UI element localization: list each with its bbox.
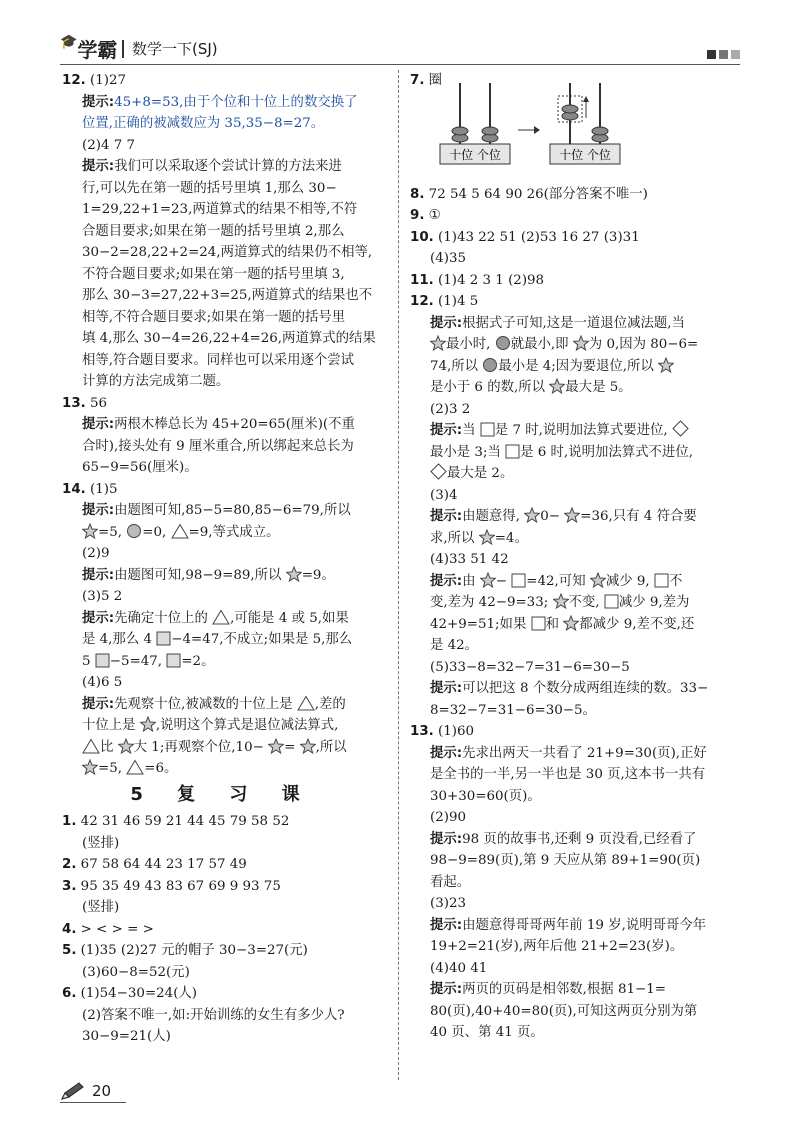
hint-text: 是 42。 xyxy=(430,638,479,653)
hint-text: =42,可知 xyxy=(526,573,586,589)
hint-text: 求,所以 xyxy=(430,530,475,546)
header-square-2 xyxy=(719,50,728,59)
answer-text: (1)27 xyxy=(90,73,127,88)
circle-icon xyxy=(126,523,142,539)
question-number: 3. xyxy=(62,878,77,894)
hint-text: 先观察十位,被减数的十位上是 xyxy=(114,696,293,712)
square-icon xyxy=(166,653,181,668)
answer-text: (2)9 xyxy=(82,546,110,561)
square-icon xyxy=(511,573,526,588)
hint-text: 大 1;再观察个位,10− xyxy=(133,739,264,755)
hint-label: 提示: xyxy=(82,159,115,174)
hint-text: 先求出两天一共看了 21+9=30(页),正好 xyxy=(462,745,707,761)
hint-text: 30+30=60(页)。 xyxy=(430,788,541,804)
answer-text: (1)60 xyxy=(438,724,475,739)
hint-label: 提示: xyxy=(82,610,115,626)
hint-text: 40 页、第 41 页。 xyxy=(430,1025,544,1040)
triangle-icon xyxy=(171,523,189,539)
star-icon xyxy=(82,759,98,775)
triangle-icon xyxy=(297,695,315,711)
answer-text: (1)54−30=24(人) xyxy=(80,986,198,1001)
question-number: 1. xyxy=(62,814,77,829)
answer-text: (竖排) xyxy=(82,835,120,851)
hint-text: 都减少 9,差不变,还 xyxy=(579,616,695,632)
question-number: 8. xyxy=(410,186,425,202)
hint-text: =2。 xyxy=(181,653,215,669)
hint-text: 19+2=21(岁),两年后他 21+2=23(岁)。 xyxy=(430,939,684,954)
answer-text: 42 31 46 59 21 44 45 79 58 52 xyxy=(80,814,290,829)
star-icon xyxy=(82,523,98,539)
hint-text: 最大是 2。 xyxy=(447,466,514,481)
hint-text: 是 7 时,说明加法算式要进位, xyxy=(494,423,668,438)
hint-text: 不 xyxy=(668,573,683,589)
hint-label: 提示: xyxy=(82,567,115,583)
hint-text: − xyxy=(495,573,508,589)
star-icon xyxy=(300,738,316,754)
hint-text: 是 6 时,说明加法算式不进位, xyxy=(520,444,693,460)
hint-text: =9。 xyxy=(301,567,335,583)
hint-label: 提示: xyxy=(430,982,463,997)
hint-text: 42+9=51;如果 xyxy=(430,616,527,632)
page-footer xyxy=(60,1082,130,1104)
hint-text: 看起。 xyxy=(430,874,471,890)
brand-logo-text: 学霸 xyxy=(77,38,118,62)
answer-text: (3)5 2 xyxy=(82,589,123,604)
answer-text: (1)35 (2)27 元的帽子 30−3=27(元) xyxy=(80,943,308,958)
hint-text: 两根木棒总长为 45+20=65(厘米)(不重 xyxy=(114,417,355,432)
hint-text: 和 xyxy=(545,616,559,632)
hint-text: 8=32−7=31−6=30−5。 xyxy=(430,702,596,718)
question-number: 6. xyxy=(62,986,77,1001)
question-number: 12. xyxy=(62,73,86,88)
hint-text: 比 xyxy=(100,739,114,755)
graduation-cap-icon: 🎓 xyxy=(60,34,78,50)
hint-text: 由题意得哥哥两年前 19 岁,说明哥哥今年 xyxy=(462,917,707,933)
answer-text: (4)35 xyxy=(430,251,467,266)
hint-text: 80(页),40+40=80(页),可知这两页分别为第 xyxy=(430,1003,698,1019)
hint-text: 两页的页码是相邻数,根据 81−1= xyxy=(462,982,666,997)
column-divider xyxy=(398,70,399,1080)
hint-text: =5, xyxy=(98,761,122,776)
pencil-icon xyxy=(60,1082,86,1102)
square-icon xyxy=(604,594,619,609)
hint-text: 根据式子可知,这是一道退位减法题,当 xyxy=(462,315,685,331)
hint-text: 最小是 3;当 xyxy=(430,444,501,460)
answer-text: (竖排) xyxy=(82,900,120,915)
question-number: 2. xyxy=(62,857,77,872)
hint-text: 由题图可知,85−5=80,85−6=79,所以 xyxy=(114,503,351,518)
hint-text: 最小是 4;因为要退位,所以 xyxy=(498,358,654,374)
hint-text: 是全书的一半,另一半也是 30 页,这本书一共有 xyxy=(430,767,706,782)
answer-text: (1)5 xyxy=(90,481,118,497)
answer-text: > < > = > xyxy=(80,921,154,937)
answer-text: (5)33−8=32−7=31−6=30−5 xyxy=(430,659,630,675)
hint-label: 提示: xyxy=(82,503,115,518)
answer-text: (1)4 5 xyxy=(438,294,479,309)
hint-text: 相等,不符合题目要求;如果在第一题的括号里 xyxy=(82,309,346,325)
hint-text: 计算的方法完成第二题。 xyxy=(82,374,230,389)
hint-text: 那么 30−3=27,22+3=25,两道算式的结果也不 xyxy=(82,288,373,303)
answer-text: (3)60−8=52(元) xyxy=(82,964,190,980)
hint-text: −5=47, xyxy=(109,653,163,669)
hint-text: 由 xyxy=(462,573,476,589)
answer-text: 30−9=21(人) xyxy=(82,1029,171,1044)
hint-text: 就最小,即 xyxy=(510,337,569,352)
section-title: 5 复 习 课 xyxy=(130,783,314,805)
hint-text: =4。 xyxy=(494,530,528,546)
hint-text: 1=29,22+1=23,两道算式的结果不相等,不符 xyxy=(82,202,358,217)
hint-text: ,可能是 4 或 5,如果 xyxy=(230,610,349,626)
star-icon xyxy=(430,335,446,351)
star-icon xyxy=(286,566,302,582)
question-number: 13. xyxy=(410,724,434,739)
hint-text: 45+8=53,由于个位和十位上的数交换了 xyxy=(114,94,358,110)
hint-text: 是 4,那么 4 xyxy=(82,632,152,647)
star-icon xyxy=(564,507,580,523)
abacus-illustration xyxy=(430,78,630,166)
star-icon xyxy=(479,529,495,545)
hint-text: 最小时, xyxy=(446,337,491,352)
hint-text: 65−9=56(厘米)。 xyxy=(82,460,198,475)
answer-text: 72 54 5 64 90 26(部分答案不唯一) xyxy=(428,186,648,202)
answer-text: (2)90 xyxy=(430,810,467,825)
triangle-icon xyxy=(212,609,230,625)
hint-text: =0, xyxy=(142,524,167,540)
answer-text: ① xyxy=(428,208,441,223)
hint-text: 是小于 6 的数,所以 xyxy=(430,380,546,395)
hint-text: =36,只有 4 符合要 xyxy=(580,509,697,524)
hint-text: 先确定十位上的 xyxy=(114,610,208,626)
answer-text: (4)40 41 xyxy=(430,960,488,976)
header-squares xyxy=(704,44,740,63)
abacus-diagram xyxy=(430,92,740,184)
hint-text: 74,所以 xyxy=(430,358,479,374)
star-icon xyxy=(658,357,674,373)
question-number: 9. xyxy=(410,208,425,223)
square-icon xyxy=(95,653,110,668)
hint-text: −4=47,不成立;如果是 5,那么 xyxy=(171,632,353,647)
hint-label: 提示: xyxy=(430,423,463,438)
square-icon xyxy=(156,631,171,646)
question-number: 7. xyxy=(410,73,425,88)
answer-text: 95 35 49 43 83 67 69 9 93 75 xyxy=(80,878,281,894)
book-title: 数学一下(SJ) xyxy=(132,40,218,58)
hint-text: 98 页的故事书,还剩 9 页没看,已经看了 xyxy=(462,831,697,847)
abacus-label-2: 十位 个位 xyxy=(559,147,611,162)
hint-text: 98−9=89(页),第 9 天应从第 89+1=90(页) xyxy=(430,853,701,868)
hint-text: ,说明这个算式是退位减法算式, xyxy=(155,718,339,733)
hint-text: 减少 9,差为 xyxy=(618,595,690,610)
answer-text: (4)6 5 xyxy=(82,675,123,690)
star-icon xyxy=(140,716,156,732)
star-icon xyxy=(118,738,134,754)
square-icon xyxy=(505,444,520,459)
answer-text: (2)4 7 7 xyxy=(82,137,136,153)
star-icon xyxy=(573,335,589,351)
star-icon xyxy=(590,572,606,588)
hint-text: 当 xyxy=(462,423,476,438)
hint-label: 提示: xyxy=(82,696,115,712)
answer-text: (2)答案不唯一,如:开始训练的女生有多少人? xyxy=(82,1007,345,1023)
hint-text: 十位上是 xyxy=(82,718,136,733)
hint-text: =6。 xyxy=(144,761,178,776)
hint-label: 提示: xyxy=(430,917,463,933)
question-number: 4. xyxy=(62,921,77,937)
hint-text: 最大是 5。 xyxy=(565,380,632,395)
star-icon xyxy=(524,507,540,523)
star-icon xyxy=(480,572,496,588)
abacus-label-1: 十位 个位 xyxy=(449,147,501,162)
hint-text: ,所以 xyxy=(315,739,347,755)
answer-text: 56 xyxy=(90,395,108,411)
diamond-icon xyxy=(672,420,689,437)
hint-label: 提示: xyxy=(430,509,463,524)
hint-label: 提示: xyxy=(82,417,115,432)
square-icon xyxy=(531,616,546,631)
circle-icon xyxy=(482,357,498,373)
star-icon xyxy=(563,615,579,631)
question-number: 14. xyxy=(62,481,86,497)
answer-text: (1)4 2 3 1 (2)98 xyxy=(438,272,545,288)
star-icon xyxy=(553,593,569,609)
header-square-3 xyxy=(731,50,740,59)
hint-text: 填 4,那么 30−4=26,22+4=26,两道算式的结果 xyxy=(82,331,376,346)
hint-text: 合题目要求;如果在第一题的括号里填 2,那么 xyxy=(82,223,345,239)
hint-label: 提示: xyxy=(430,745,463,761)
hint-text: 不变, xyxy=(568,595,600,610)
hint-text: 我们可以采取逐个尝试计算的方法来进 xyxy=(114,159,342,174)
hint-text: 行,可以先在第一题的括号里填 1,那么 30− xyxy=(82,180,337,196)
answer-text: 67 58 64 44 23 17 57 49 xyxy=(80,857,247,872)
question-number: 10. xyxy=(410,229,434,245)
diamond-icon xyxy=(430,463,447,480)
hint-text: 0− xyxy=(540,509,560,524)
answer-text: (3)4 xyxy=(430,487,458,503)
hint-text: 可以把这 8 个数分成两组连续的数。33− xyxy=(462,681,709,696)
question-number: 12. xyxy=(410,294,434,309)
answer-text: (1)43 22 51 (2)53 16 27 (3)31 xyxy=(438,229,640,245)
header-square-1 xyxy=(707,50,716,59)
hint-label: 提示: xyxy=(430,573,463,589)
star-icon xyxy=(549,378,565,394)
star-icon xyxy=(268,738,284,754)
left-column xyxy=(62,70,382,1048)
hint-label: 提示: xyxy=(430,315,463,331)
hint-text: =9,等式成立。 xyxy=(188,524,280,540)
hint-text: 为 0,因为 80−6= xyxy=(588,337,699,352)
footer-rule xyxy=(60,1102,126,1103)
hint-text: 位置,正确的被减数应为 35,35−8=27。 xyxy=(82,116,325,131)
square-icon xyxy=(654,573,669,588)
circle-icon xyxy=(495,335,511,351)
triangle-icon xyxy=(126,759,144,775)
question-number: 5. xyxy=(62,943,77,958)
right-column xyxy=(410,70,740,1044)
hint-text: 5 xyxy=(82,653,91,669)
header-separator xyxy=(122,40,124,58)
page-number: 20 xyxy=(92,1082,112,1100)
hint-text: = xyxy=(284,739,296,755)
answer-text: 圈 xyxy=(428,73,443,88)
brand-logo xyxy=(60,34,117,63)
hint-text: 变,差为 42−9=33; xyxy=(430,595,549,610)
question-number: 11. xyxy=(410,272,434,288)
triangle-icon xyxy=(82,738,100,754)
answer-text: (4)33 51 42 xyxy=(430,552,509,567)
square-icon xyxy=(480,422,495,437)
question-number: 13. xyxy=(62,395,86,411)
hint-text: 由题图可知,98−9=89,所以 xyxy=(114,567,282,583)
hint-label: 提示: xyxy=(82,94,115,110)
page-header xyxy=(60,30,740,66)
hint-text: 合时),接头处有 9 厘米重合,所以绑起来总长为 xyxy=(82,438,354,454)
hint-text: 相等,符合题目要求。同样也可以采用逐个尝试 xyxy=(82,352,355,368)
hint-label: 提示: xyxy=(430,831,463,847)
answer-text: (2)3 2 xyxy=(430,401,471,417)
answer-text: (3)23 xyxy=(430,896,467,911)
hint-text: 30−2=28,22+2=24,两道算式的结果仍不相等, xyxy=(82,245,373,260)
hint-text: ,差的 xyxy=(314,696,346,712)
hint-text: =5, xyxy=(98,524,122,540)
hint-label: 提示: xyxy=(430,681,463,696)
hint-text: 由题意得, xyxy=(462,509,520,524)
header-rule xyxy=(60,64,740,65)
hint-text: 不符合题目要求;如果在第一题的括号里填 3, xyxy=(82,266,345,282)
hint-text: 减少 9, xyxy=(605,573,650,589)
